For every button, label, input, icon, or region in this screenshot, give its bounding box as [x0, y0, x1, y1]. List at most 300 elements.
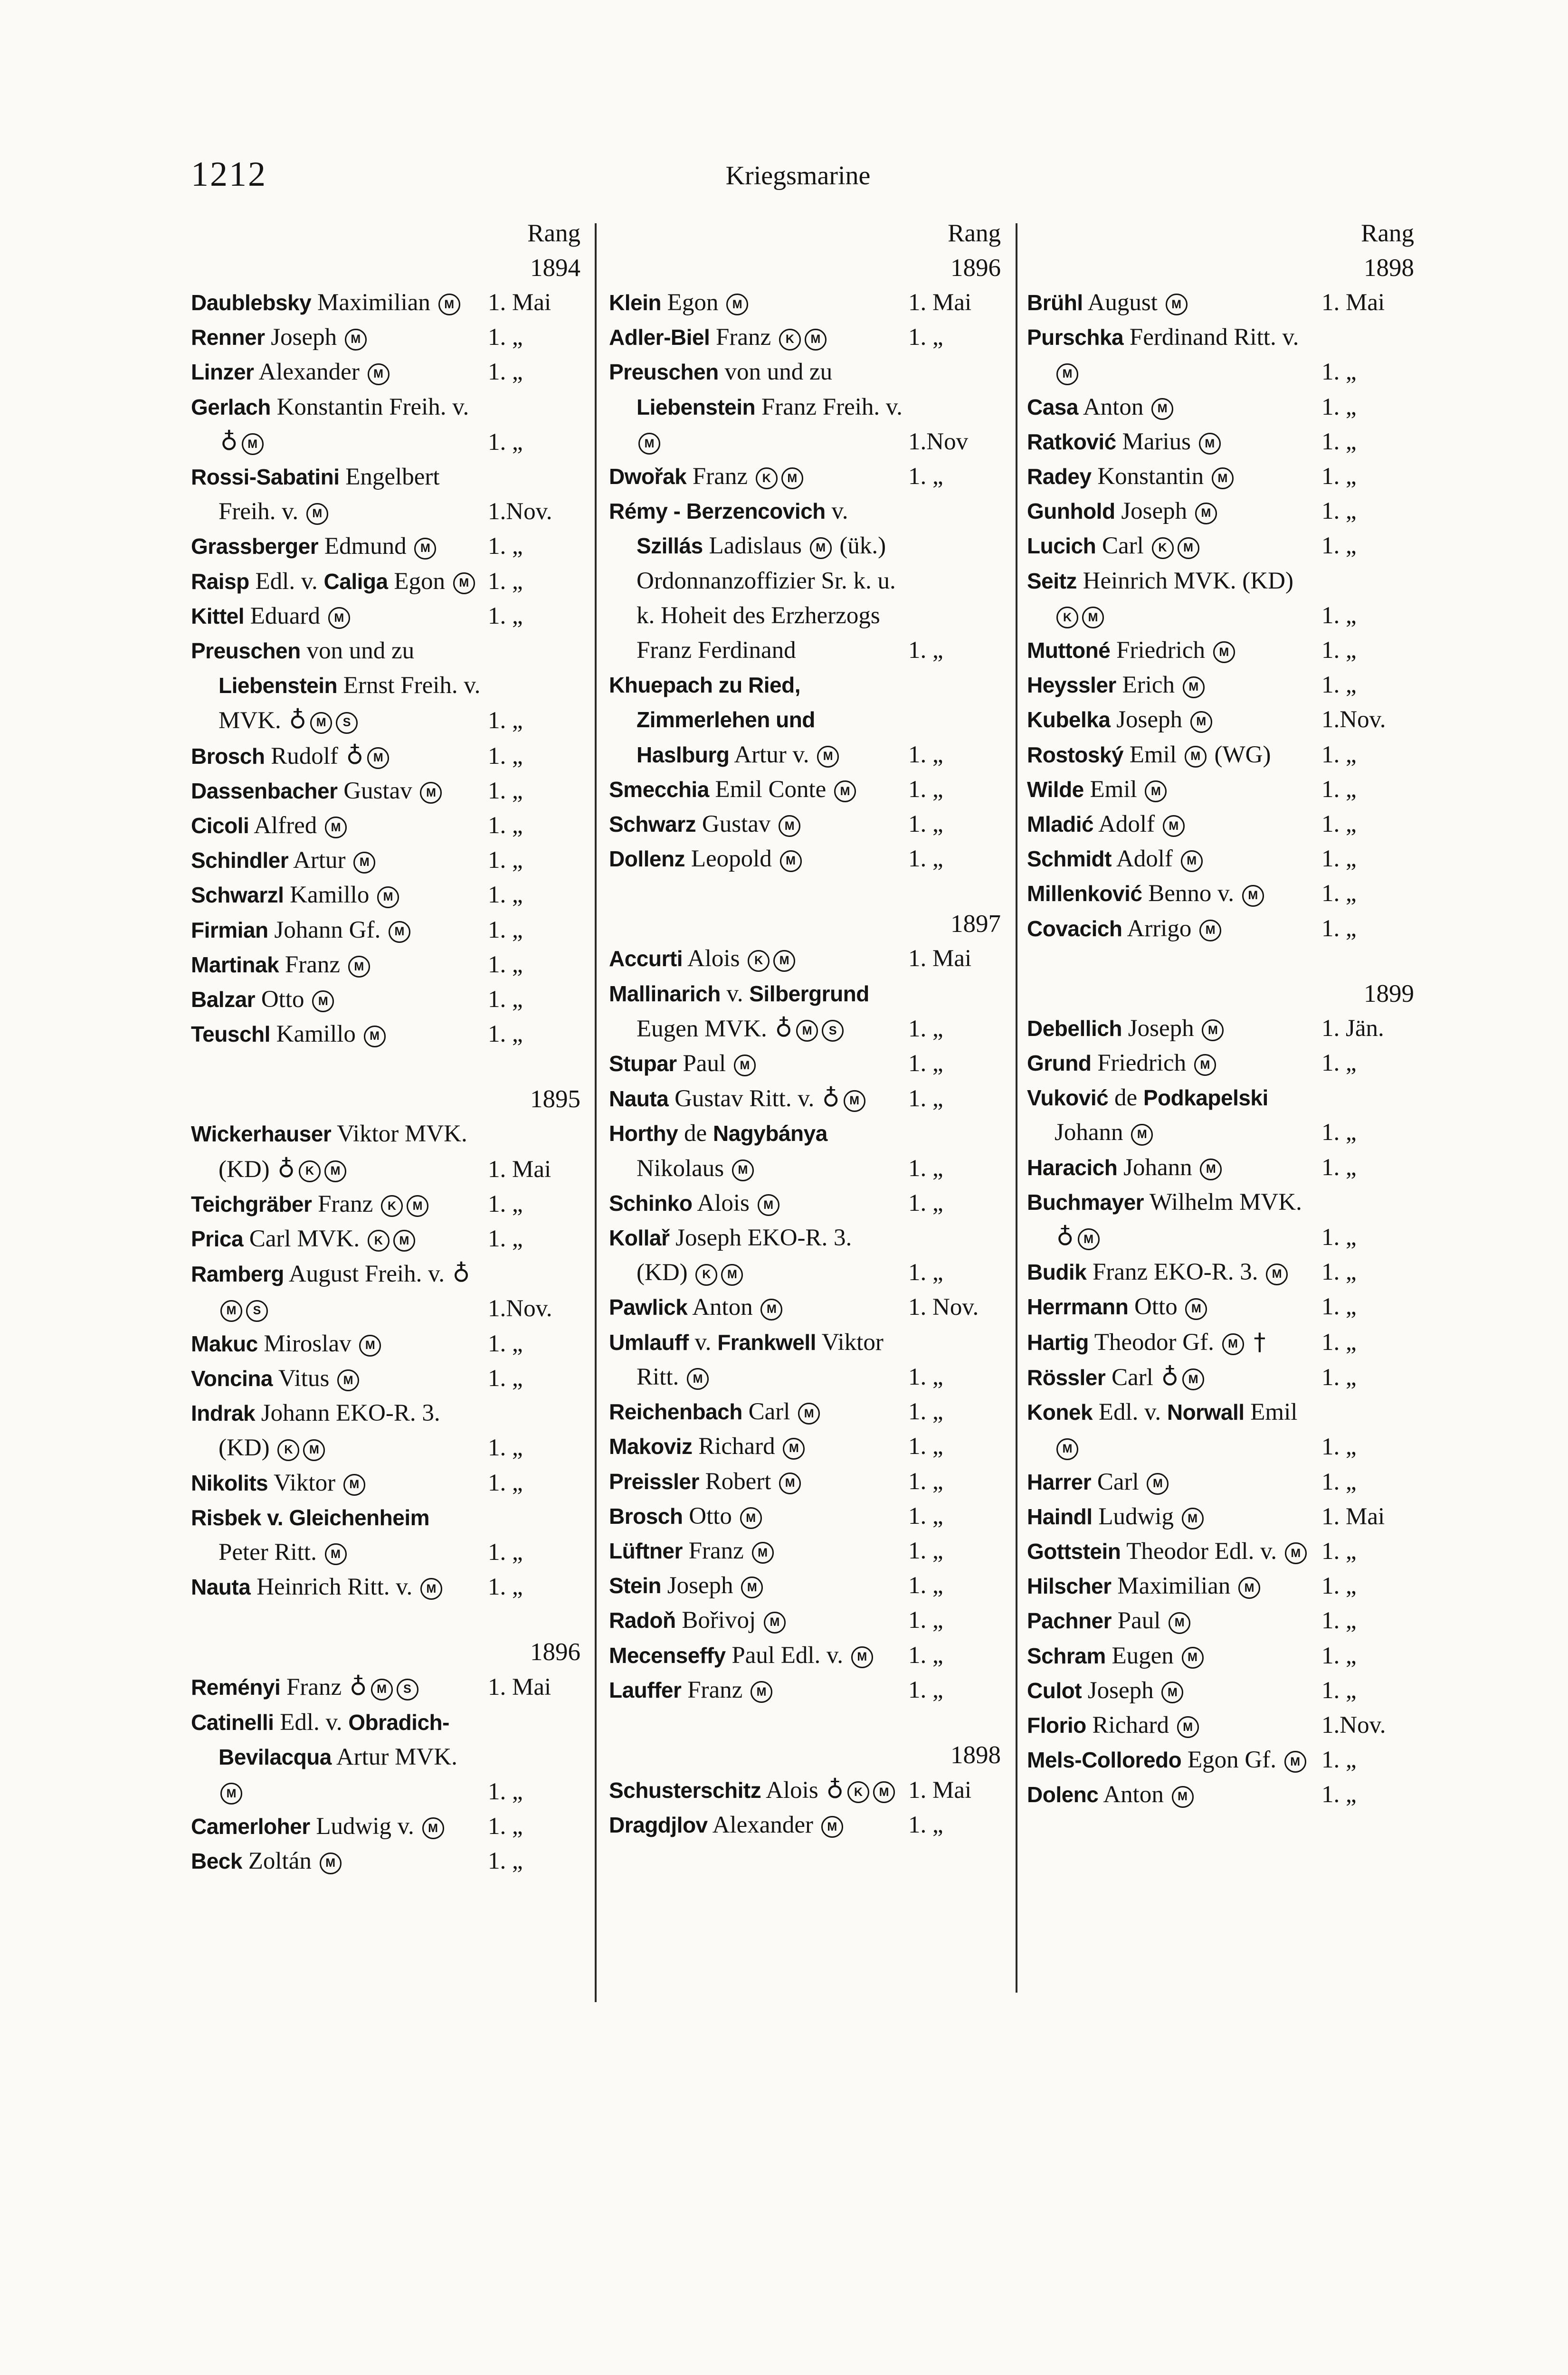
list-entry — [1027, 1639, 1419, 1673]
surname: Nauta — [191, 1575, 251, 1600]
list-entry — [1027, 1290, 1419, 1324]
list-entry — [609, 668, 1006, 772]
given-names: Edl. v. — [255, 568, 318, 595]
list-entry — [609, 1773, 1006, 1808]
m-medal-icon: M — [320, 1852, 342, 1874]
list-entry — [609, 1808, 1006, 1843]
given-names: Franz — [692, 463, 748, 490]
order-cross-icon: ♁ — [349, 1673, 367, 1701]
m-medal-icon: M — [364, 1026, 386, 1047]
m-medal-icon: M — [638, 433, 660, 455]
surname: Smecchia — [609, 777, 709, 802]
rank-date: 1. „ — [1321, 776, 1357, 803]
m-medal-icon: M — [1238, 1577, 1260, 1599]
m-medal-icon: M — [453, 572, 475, 594]
surname: Ramberg — [191, 1262, 284, 1287]
surname: Frankwell — [717, 1330, 816, 1355]
list-entry — [609, 1116, 1006, 1186]
rank-date: 1. „ — [488, 1226, 523, 1253]
k-medal-icon: K — [695, 1264, 717, 1286]
m-medal-icon: M — [798, 1403, 820, 1425]
list-entry — [191, 843, 585, 878]
list-entry — [609, 320, 1006, 355]
m-medal-icon: M — [393, 1230, 415, 1252]
surname: Khuepach zu Ried, Zimmerlehen und Haslburg — [609, 673, 815, 767]
given-names: Adolf — [1098, 811, 1155, 838]
surname: Voncina — [191, 1366, 273, 1391]
surname: Preuschen — [609, 360, 719, 385]
m-medal-icon: M — [1200, 1159, 1222, 1180]
given-names: de — [684, 1120, 707, 1147]
m-medal-icon: M — [1131, 1124, 1153, 1146]
list-entry — [609, 1290, 1006, 1325]
list-entry — [609, 1325, 1006, 1395]
m-medal-icon: M — [1185, 746, 1207, 768]
list-entry — [1027, 668, 1419, 703]
given-names: Friedrich — [1097, 1050, 1187, 1077]
given-names: (ük.) Ordonnanzoffizier Sr. k. u. k. Hoheit des Erzherzogs Franz Ferdinand — [637, 532, 896, 664]
given-names: (WG) — [1214, 741, 1271, 768]
column-1 — [191, 216, 585, 1879]
year-heading: 1898 — [1364, 254, 1414, 282]
list-entry — [609, 977, 1006, 1046]
order-cross-icon: ♁ — [822, 1084, 840, 1112]
list-entry — [191, 460, 585, 529]
surname: Dollenz — [609, 846, 685, 872]
surname: Radey — [1027, 464, 1092, 489]
surname: Renner — [191, 325, 265, 350]
year-heading: 1898 — [950, 1741, 1001, 1769]
given-names: Konstantin Freih. v. — [276, 393, 469, 420]
given-names: Zoltán — [248, 1848, 312, 1875]
given-names: Kamillo — [276, 1021, 356, 1048]
m-medal-icon: M — [1285, 1542, 1307, 1564]
surname: Gerlach — [191, 394, 271, 419]
surname: Schusterschitz — [609, 1777, 761, 1803]
given-names: Egon — [667, 289, 719, 316]
list-entry — [609, 1221, 1006, 1290]
m-medal-icon: M — [752, 1542, 774, 1564]
rank-date: 1. „ — [488, 742, 523, 770]
rank-date: 1. „ — [1321, 428, 1357, 455]
surname: Kittel — [191, 603, 244, 628]
year-heading: 1896 — [530, 1638, 580, 1666]
surname: Balzar — [191, 987, 256, 1012]
rank-date: 1. „ — [1321, 1468, 1357, 1495]
list-entry — [1027, 320, 1419, 390]
list-entry — [1027, 1255, 1419, 1290]
given-names: Nikolaus — [637, 1155, 724, 1182]
given-names: Franz — [716, 324, 771, 351]
surname: Catinelli — [191, 1710, 274, 1735]
list-entry — [609, 1046, 1006, 1081]
surname: Prica — [191, 1226, 244, 1252]
rank-date: 1. „ — [908, 324, 943, 351]
given-names: Anton — [1083, 393, 1144, 420]
given-names: Carl — [748, 1398, 790, 1425]
rank-date: 1. „ — [1321, 1781, 1357, 1808]
surname: Hilscher — [1027, 1574, 1112, 1599]
m-medal-icon: M — [1145, 780, 1167, 802]
m-medal-icon: M — [422, 1817, 444, 1839]
rank-date: 1. „ — [1321, 1747, 1357, 1774]
year-heading: 1899 — [1364, 979, 1414, 1007]
given-names: Theodor Edl. v. — [1126, 1538, 1277, 1565]
list-entry — [1027, 1011, 1419, 1046]
list-entry — [1027, 529, 1419, 563]
m-medal-icon: M — [310, 712, 332, 734]
m-medal-icon: M — [834, 780, 856, 802]
list-entry — [1027, 1708, 1419, 1743]
surname: Podkapelski — [1143, 1085, 1268, 1111]
rank-date: 1. „ — [908, 1433, 943, 1460]
rank-date: 1. „ — [1321, 846, 1357, 873]
s-medal-icon: S — [822, 1020, 844, 1042]
rank-date: 1. „ — [1321, 672, 1357, 699]
given-names: Joseph EKO-R. 3. (KD) — [637, 1225, 852, 1286]
surname: Dragdjlov — [609, 1813, 708, 1838]
list-entry — [1027, 703, 1419, 737]
rank-date: 1. „ — [488, 812, 523, 839]
rank-date: 1. „ — [908, 1363, 943, 1390]
surname: Pawlick — [609, 1295, 688, 1320]
surname: Buchmayer — [1027, 1189, 1144, 1215]
surname: Lucich — [1027, 533, 1096, 559]
rank-date: 1. „ — [908, 1085, 943, 1112]
list-entry — [191, 1670, 585, 1705]
surname: Heyssler — [1027, 673, 1116, 698]
surname: Camerloher — [191, 1814, 310, 1839]
given-names: Johann — [1055, 1119, 1123, 1146]
list-entry — [1027, 1604, 1419, 1638]
rank-date: 1. „ — [1321, 1224, 1357, 1251]
m-medal-icon: M — [359, 1335, 381, 1357]
surname: Vuković — [1027, 1085, 1109, 1111]
given-names: Wilhelm MVK. — [1149, 1188, 1302, 1216]
given-names: Marius — [1122, 428, 1191, 455]
surname: Seitz — [1027, 568, 1077, 593]
given-names: Gustav — [702, 811, 771, 838]
m-medal-icon: M — [353, 852, 375, 874]
m-medal-icon: M — [1163, 815, 1185, 837]
surname: Radoň — [609, 1608, 676, 1633]
surname: Accurti — [609, 946, 683, 971]
given-names: Arrigo — [1127, 915, 1192, 942]
list-entry — [191, 774, 585, 808]
surname: Reményi — [191, 1675, 281, 1700]
rank-date: 1. „ — [908, 1502, 943, 1530]
list-entry — [1027, 772, 1419, 807]
m-medal-icon: M — [1213, 641, 1235, 663]
rank-date: 1. „ — [488, 1539, 523, 1566]
surname: Cicoli — [191, 813, 249, 838]
list-entry — [609, 459, 1006, 494]
surname: Budik — [1027, 1260, 1087, 1285]
rank-date: 1. „ — [488, 951, 523, 978]
m-medal-icon: M — [873, 1781, 895, 1803]
surname: Rémy - Berzencovich — [609, 499, 826, 524]
given-names: Eugen — [1112, 1642, 1174, 1669]
m-medal-icon: M — [844, 1090, 865, 1112]
rank-date: 1. „ — [908, 1189, 943, 1216]
given-names: Carl — [1102, 532, 1144, 560]
surname: Reichenbach — [609, 1399, 742, 1425]
surname: Haindl — [1027, 1504, 1093, 1529]
rank-date: 1. „ — [1321, 1434, 1357, 1461]
surname: Millenković — [1027, 881, 1142, 906]
given-names: Carl — [1097, 1468, 1139, 1495]
rank-date: 1. „ — [1321, 637, 1357, 664]
list-entry — [191, 1705, 585, 1810]
rank-date: 1. „ — [1321, 498, 1357, 525]
surname: Schwarzl — [191, 883, 284, 908]
given-names: Franz EKO-R. 3. — [1093, 1259, 1258, 1286]
rank-date: 1. „ — [908, 811, 943, 838]
given-names: Anton — [1103, 1781, 1164, 1808]
list-entry — [191, 1222, 585, 1256]
given-names: Kamillo — [290, 882, 370, 909]
rank-date: 1. Mai — [1321, 1503, 1385, 1530]
given-names: Ludwig — [1098, 1503, 1174, 1530]
given-names: Robert — [705, 1468, 771, 1495]
m-medal-icon: M — [1078, 1228, 1100, 1250]
list-entry — [1027, 1360, 1419, 1395]
given-names: Emil Conte — [715, 776, 827, 803]
list-entry — [191, 1187, 585, 1222]
given-names: Viktor MVK. (KD) — [219, 1121, 467, 1183]
m-medal-icon: M — [420, 1578, 442, 1600]
given-names: Artur — [293, 847, 346, 874]
m-medal-icon: M — [1182, 1647, 1204, 1669]
given-names: Franz Freih. v. — [761, 393, 903, 420]
list-entry — [191, 1809, 585, 1844]
list-entry — [1027, 1534, 1419, 1569]
rank-date: 1. „ — [1321, 741, 1357, 768]
rank-date: 1. „ — [1321, 602, 1357, 629]
m-medal-icon: M — [726, 294, 748, 315]
surname: Linzer — [191, 360, 254, 385]
surname: Silbergrund — [749, 981, 869, 1006]
list-entry — [1027, 738, 1419, 772]
m-medal-icon: M — [303, 1439, 325, 1461]
m-medal-icon: M — [1199, 920, 1221, 941]
rank-date: 1. „ — [908, 1812, 943, 1839]
list-entry — [191, 1327, 585, 1361]
surname: Rostoský — [1027, 742, 1124, 767]
surname: Schram — [1027, 1643, 1106, 1668]
surname: Culot — [1027, 1678, 1082, 1703]
rank-date: 1. „ — [1321, 1573, 1357, 1600]
surname: Gunhold — [1027, 499, 1115, 524]
list-entry — [191, 355, 585, 390]
surname: Wickerhauser — [191, 1121, 332, 1147]
surname: Grassberger — [191, 534, 319, 559]
surname: Brühl — [1027, 290, 1083, 315]
rank-date: 1. „ — [488, 1469, 523, 1496]
surname: Schinko — [609, 1190, 693, 1216]
surname: Harrer — [1027, 1469, 1092, 1494]
rank-date: 1. Mai — [908, 289, 972, 316]
surname: Kollař — [609, 1226, 670, 1251]
rank-date: 1. „ — [488, 986, 523, 1013]
rank-date: 1. Jän. — [1321, 1015, 1384, 1042]
given-names: Ladislaus — [709, 532, 802, 560]
given-names: Maximilian — [1117, 1573, 1231, 1600]
list-entry — [191, 1396, 585, 1465]
list-entry — [609, 1186, 1006, 1221]
m-medal-icon: M — [732, 1159, 754, 1181]
given-names: Joseph — [1116, 706, 1183, 733]
surname: Obradich-Bevilacqua — [219, 1710, 449, 1769]
m-medal-icon: M — [343, 1474, 365, 1496]
surname: Purschka — [1027, 325, 1124, 350]
given-names: Franz — [286, 1674, 342, 1701]
given-names: von und zu — [724, 359, 833, 386]
list-entry — [609, 1464, 1006, 1499]
surname: Herrmann — [1027, 1294, 1129, 1320]
given-names: Edl. v. — [280, 1709, 342, 1736]
rank-date: 1. Mai — [908, 1776, 972, 1804]
given-names: Franz — [688, 1537, 744, 1564]
list-entry — [191, 1501, 585, 1570]
m-medal-icon: M — [1202, 1019, 1224, 1041]
surname: Preissler — [609, 1469, 699, 1494]
m-medal-icon: M — [821, 1816, 843, 1838]
given-names: Joseph — [271, 324, 337, 351]
list-entry — [1027, 1743, 1419, 1777]
order-cross-icon: ♁ — [826, 1776, 844, 1804]
given-names: Bořivoj — [682, 1607, 756, 1634]
k-medal-icon: K — [847, 1781, 869, 1803]
surname: Caliga — [323, 569, 388, 594]
rank-date: 1. „ — [1321, 1538, 1357, 1565]
list-entry — [191, 1017, 585, 1052]
surname: Nikolits — [191, 1470, 268, 1495]
rank-date: 1. „ — [488, 533, 523, 560]
m-medal-icon: M — [734, 1054, 756, 1076]
rank-date: 1. „ — [488, 1365, 523, 1392]
surname: Mels-Colloredo — [1027, 1748, 1182, 1773]
given-names: Alexander — [258, 359, 360, 386]
m-medal-icon: M — [810, 537, 832, 559]
m-medal-icon: M — [325, 1543, 347, 1565]
given-names: Heinrich Ritt. v. — [257, 1574, 413, 1601]
rank-date: 1. „ — [908, 1676, 943, 1703]
m-medal-icon: M — [389, 921, 410, 943]
m-medal-icon: M — [337, 1369, 359, 1391]
given-names: Anton — [692, 1294, 753, 1321]
surname: Pachner — [1027, 1608, 1112, 1634]
given-names: Johann EKO-R. 3. (KD) — [219, 1400, 440, 1462]
given-names: Emil — [1090, 776, 1137, 803]
surname: Martinak — [191, 952, 279, 977]
m-medal-icon: M — [741, 1577, 763, 1598]
rank-date: 1. „ — [1321, 1119, 1357, 1146]
given-names: Erich — [1122, 672, 1175, 699]
k-medal-icon: K — [381, 1195, 403, 1217]
rank-date: 1.Nov — [908, 428, 969, 455]
surname: Teuschl — [191, 1022, 270, 1047]
surname: Schindler — [191, 848, 289, 873]
rank-date: 1. „ — [488, 847, 523, 874]
given-names: Paul — [1117, 1607, 1161, 1634]
m-medal-icon: M — [328, 607, 350, 629]
column-rule — [595, 223, 597, 2002]
list-entry — [1027, 1673, 1419, 1708]
rank-date: 1. Nov. — [908, 1294, 979, 1321]
given-names: Franz — [285, 951, 341, 978]
list-entry — [609, 494, 1006, 668]
m-medal-icon: M — [1212, 467, 1234, 489]
rank-date: 1. Mai — [488, 1674, 551, 1701]
m-medal-icon: M — [1166, 294, 1188, 315]
list-entry — [609, 1568, 1006, 1603]
m-medal-icon: M — [242, 433, 264, 455]
list-entry — [609, 1429, 1006, 1464]
surname: Schwarz — [609, 812, 696, 837]
given-names: Benno v. — [1148, 880, 1235, 907]
m-medal-icon: M — [751, 1681, 772, 1703]
rank-date: 1. „ — [1321, 880, 1357, 907]
surname: Covacich — [1027, 916, 1122, 941]
m-medal-icon: M — [1151, 398, 1173, 420]
list-entry — [191, 1844, 585, 1879]
rank-date: 1. Mai — [488, 1156, 551, 1183]
surname: Daublebsky — [191, 290, 312, 315]
surname: Adler-Biel — [609, 325, 710, 350]
m-medal-icon: M — [687, 1368, 709, 1390]
m-medal-icon: M — [764, 1612, 786, 1634]
rank-date: 1. „ — [908, 846, 943, 873]
list-entry — [1027, 876, 1419, 911]
s-medal-icon: S — [336, 712, 358, 734]
surname: Mecenseffy — [609, 1643, 726, 1668]
order-cross-icon: ♁ — [452, 1260, 470, 1288]
m-medal-icon: M — [1182, 1508, 1204, 1530]
m-medal-icon: M — [1199, 433, 1221, 455]
rank-date: 1. „ — [488, 1848, 523, 1875]
list-entry — [1027, 1325, 1419, 1360]
given-names: Viktor Ritt. — [637, 1329, 884, 1390]
order-cross-icon: ♁ — [346, 741, 364, 770]
surname: Lüftner — [609, 1538, 683, 1563]
given-names: Otto — [689, 1502, 732, 1530]
rank-date: 1. „ — [1321, 1259, 1357, 1286]
list-entry — [609, 1499, 1006, 1534]
surname: Risbek v. Gleichenheim — [191, 1505, 430, 1530]
list-entry — [609, 1534, 1006, 1568]
rank-header: Rang — [1361, 219, 1414, 247]
order-cross-icon: ♁ — [775, 1014, 793, 1042]
rank-date: 1. „ — [908, 1572, 943, 1599]
given-names: Artur MVK. — [336, 1743, 457, 1770]
given-names: Gustav Ritt. v. — [675, 1085, 815, 1112]
rank-date: 1.Nov. — [1321, 706, 1386, 733]
given-names: Richard — [698, 1433, 775, 1460]
k-medal-icon: K — [748, 950, 770, 972]
m-medal-icon: M — [1185, 1298, 1207, 1320]
m-medal-icon: M — [1147, 1473, 1169, 1495]
surname: Stein — [609, 1573, 661, 1598]
given-names: Eduard — [250, 602, 321, 629]
given-names: Theodor Gf. — [1094, 1329, 1214, 1356]
given-names: Joseph — [1121, 498, 1188, 525]
list-entry — [609, 941, 1006, 976]
surname: Dolenc — [1027, 1782, 1099, 1807]
given-names: Otto — [261, 986, 304, 1013]
m-medal-icon: M — [1242, 885, 1264, 907]
list-entry — [191, 599, 585, 634]
